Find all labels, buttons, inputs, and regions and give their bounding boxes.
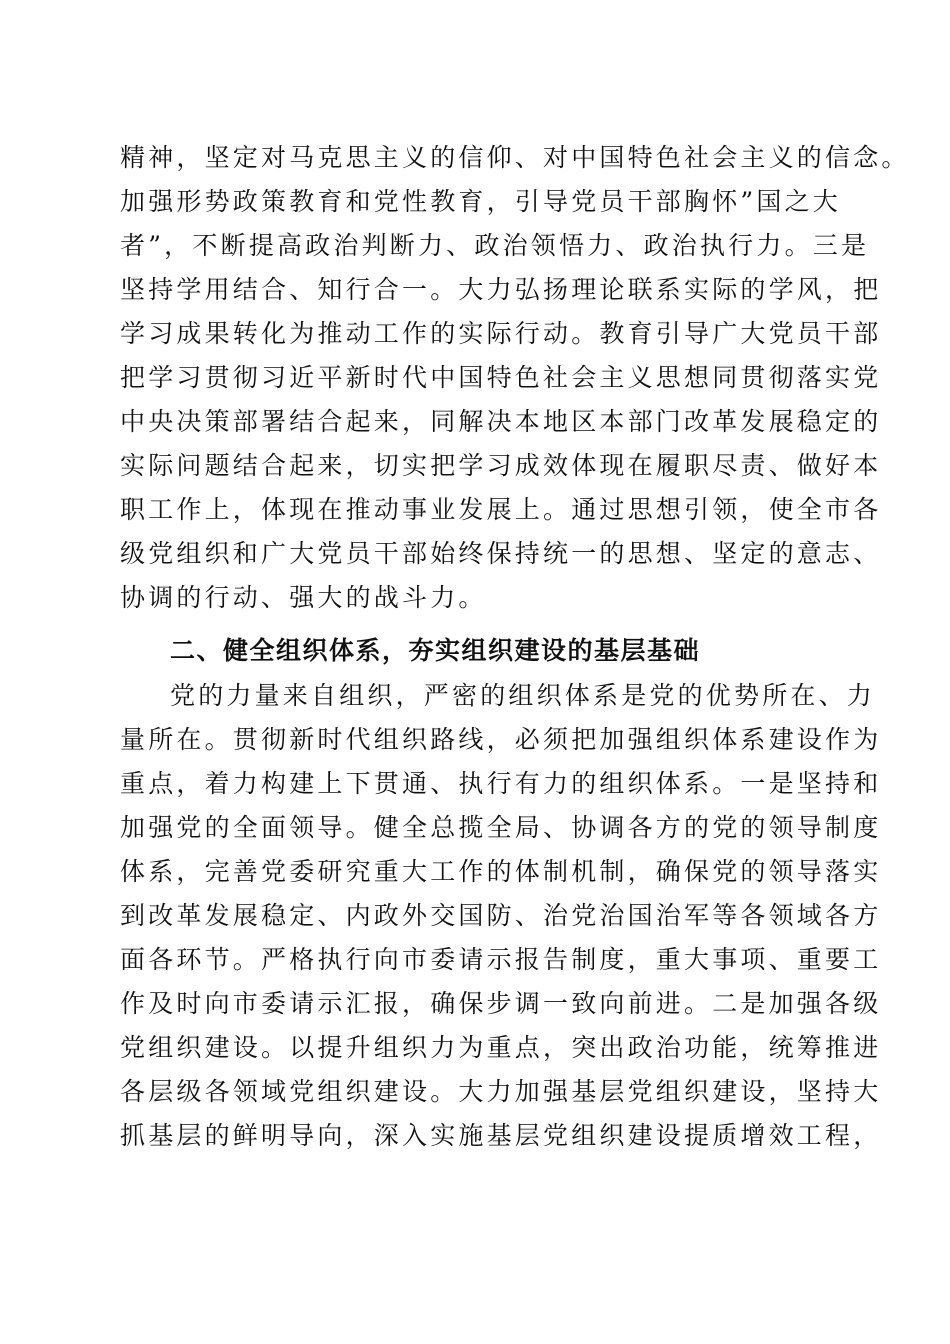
paragraph-line: 实际问题结合起来，切实把学习成效体现在履职尽责、做好本: [120, 451, 882, 480]
paragraph-line: 职工作上，体现在推动事业发展上。通过思想引领，使全市各: [120, 495, 882, 524]
paragraph-line: 党组织建设。以提升组织力为重点，突出政治功能，统筹推进: [120, 1033, 882, 1062]
paragraph-line: 加强党的全面领导。健全总揽全局、协调各方的党的领导制度: [120, 813, 882, 842]
paragraph-line: 精神，坚定对马克思主义的信仰、对中国特色社会主义的信念。: [120, 143, 910, 172]
paragraph-line: 级党组织和广大党员干部始终保持统一的思想、坚定的意志、: [120, 539, 882, 568]
section-heading: 二、健全组织体系，夯实组织建设的基层基础: [170, 636, 701, 665]
paragraph-line: 协调的行动、强大的战斗力。: [120, 583, 487, 612]
paragraph-line: 中央决策部署结合起来，同解决本地区本部门改革发展稳定的: [120, 407, 882, 436]
paragraph-line: 量所在。贯彻新时代组织路线，必须把加强组织体系建设作为: [120, 725, 882, 754]
paragraph-line: 学习成果转化为推动工作的实际行动。教育引导广大党员干部: [120, 319, 882, 348]
paragraph-line: 抓基层的鲜明导向，深入实施基层党组织建设提质增效工程，: [120, 1121, 882, 1150]
paragraph-line: 坚持学用结合、知行合一。大力弘扬理论联系实际的学风，把: [120, 275, 882, 304]
paragraph-line: 重点，着力构建上下贯通、执行有力的组织体系。一是坚持和: [120, 769, 882, 798]
paragraph-line: 把学习贯彻习近平新时代中国特色社会主义思想同贯彻落实党: [120, 363, 882, 392]
paragraph-line: 各层级各领域党组织建设。大力加强基层党组织建设，坚持大: [120, 1077, 882, 1106]
paragraph-line: 加强形势政策教育和党性教育，引导党员干部胸怀”国之大: [120, 187, 841, 216]
paragraph-line: 面各环节。严格执行向市委请示报告制度，重大事项、重要工: [120, 945, 882, 974]
paragraph-line: 者”，不断提高政治判断力、政治领悟力、政治执行力。三是: [120, 231, 870, 260]
paragraph-line: 党的力量来自组织，严密的组织体系是党的优势所在、力: [170, 681, 876, 710]
paragraph-line: 体系，完善党委研究重大工作的体制机制，确保党的领导落实: [120, 857, 882, 886]
paragraph-line: 到改革发展稳定、内政外交国防、治党治国治军等各领域各方: [120, 901, 882, 930]
paragraph-line: 作及时向市委请示汇报，确保步调一致向前进。二是加强各级: [120, 989, 882, 1018]
